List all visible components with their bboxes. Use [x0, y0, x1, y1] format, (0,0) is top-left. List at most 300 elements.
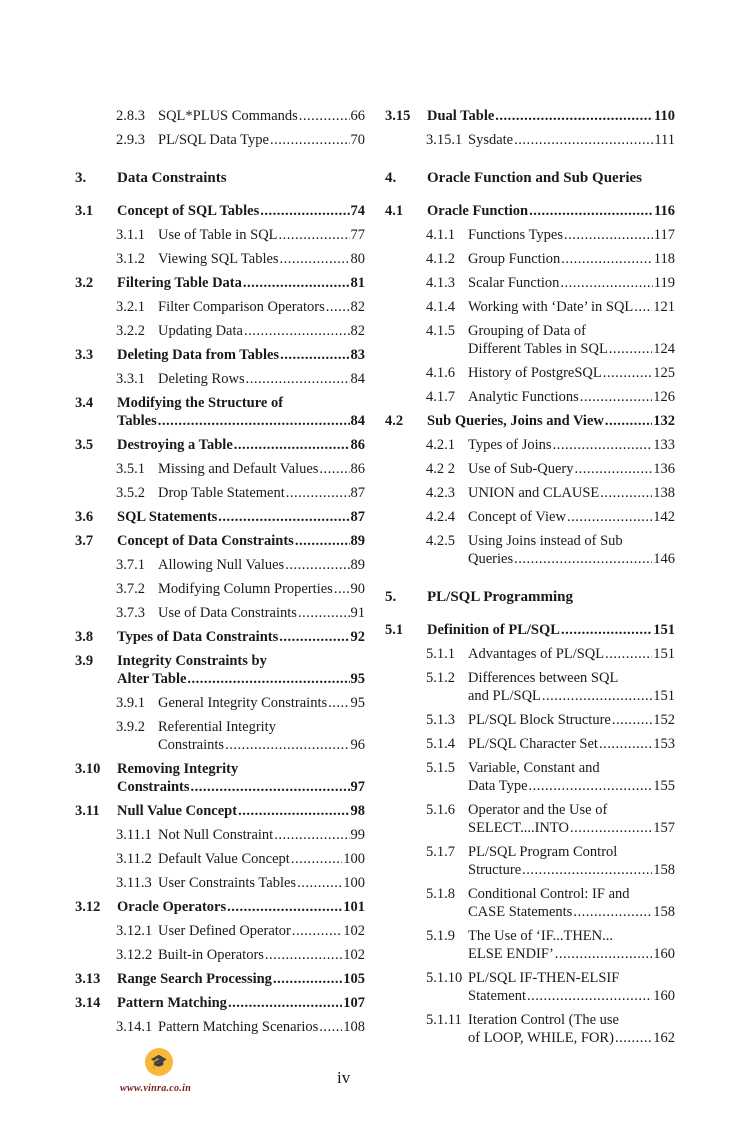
entry-title: Use of Table in SQL [158, 227, 278, 243]
toc-section-entry[interactable] [385, 409, 675, 433]
entry-number: 4.2.4 [426, 509, 455, 525]
toc-subsection-entry[interactable] [385, 966, 675, 1008]
entry-title: PL/SQL Block Structure [468, 712, 611, 728]
toc-subsection-entry[interactable] [75, 553, 365, 577]
toc-section-entry[interactable] [75, 199, 365, 223]
entry-number: 4.1.4 [426, 299, 455, 315]
page-ref: 87 [350, 485, 365, 501]
dot-leader [260, 202, 349, 220]
page-ref: 124 [653, 341, 675, 357]
page-ref: 82 [350, 299, 365, 315]
entry-title: User Defined Operator [158, 923, 291, 939]
dot-leader [244, 322, 350, 340]
toc-subsection-entry[interactable] [75, 457, 365, 481]
dot-leader [326, 298, 350, 316]
entry-title: Filter Comparison Operators [158, 299, 325, 315]
entry-title: and PL/SQL [468, 688, 541, 704]
toc-subsection-entry[interactable] [385, 666, 675, 708]
entry-title: PL/SQL Data Type [158, 132, 269, 148]
page-ref: 118 [653, 251, 675, 267]
entry-number: 3.7.2 [116, 581, 145, 597]
page-ref: 81 [350, 275, 365, 291]
toc-section-entry[interactable] [75, 343, 365, 367]
entry-number: 2.9.3 [116, 132, 145, 148]
entry-title: Viewing SQL Tables [158, 251, 279, 267]
toc-subsection-entry[interactable] [385, 840, 675, 882]
entry-title: Deleting Rows [158, 371, 245, 387]
dot-leader [225, 736, 349, 754]
entry-title: Filtering Table Data [117, 275, 242, 291]
entry-title: PL/SQL Character Set [468, 736, 598, 752]
dot-leader [567, 508, 652, 526]
dot-leader [527, 987, 652, 1005]
dot-leader [286, 484, 350, 502]
dot-leader [218, 508, 349, 526]
entry-number: 5.1 [385, 622, 404, 638]
page-ref: 151 [653, 622, 675, 638]
entry-title: Oracle Function [427, 203, 529, 219]
page-ref: 100 [343, 875, 365, 891]
entry-title: Working with ‘Date’ in SQL [468, 299, 634, 315]
entry-title: Sub Queries, Joins and View [427, 413, 604, 429]
entry-title: Queries [468, 551, 514, 567]
dot-leader [319, 1018, 342, 1036]
toc-section-entry[interactable] [385, 199, 675, 223]
dot-leader [605, 645, 652, 663]
page-ref: 158 [653, 904, 675, 920]
entry-title: Advantages of PL/SQL [468, 646, 605, 662]
entry-title-line: Conditional Control: IF and [468, 886, 630, 902]
dot-leader [560, 274, 652, 292]
toc-right-column [385, 104, 675, 1050]
entry-number: 4.1.2 [426, 251, 455, 267]
entry-title: Concept of SQL Tables [117, 203, 260, 219]
entry-title-line: Grouping of Data of [468, 323, 586, 339]
graduation-cap-logo-icon: 🎓 [145, 1048, 173, 1076]
entry-title: Range Search Processing [117, 971, 272, 987]
dot-leader [529, 777, 653, 795]
dot-leader [564, 226, 653, 244]
entry-number: 3.5.1 [116, 461, 145, 477]
page-ref: 136 [653, 461, 675, 477]
entry-title: User Constraints Tables [158, 875, 297, 891]
toc-subsection-entry[interactable] [385, 271, 675, 295]
dot-leader [319, 460, 349, 478]
entry-title: Oracle Function and Sub Queries [427, 170, 643, 186]
entry-number: 4.2.1 [426, 437, 455, 453]
entry-number: 3. [75, 170, 87, 186]
entry-title: Oracle Operators [117, 899, 227, 915]
entry-title: Drop Table Statement [158, 485, 285, 501]
toc-subsection-entry[interactable] [75, 319, 365, 343]
entry-title: UNION and CLAUSE [468, 485, 600, 501]
toc-subsection-entry[interactable] [385, 319, 675, 361]
dot-leader [158, 412, 350, 430]
toc-subsection-entry[interactable] [385, 481, 675, 505]
entry-title: Definition of PL/SQL [427, 622, 560, 638]
page-ref: 160 [653, 988, 675, 1004]
entry-number: 3.7.1 [116, 557, 145, 573]
entry-number: 3.5.2 [116, 485, 145, 501]
entry-title: Types of Joins [468, 437, 552, 453]
entry-title: Scalar Function [468, 275, 560, 291]
page-ref: 66 [350, 108, 365, 124]
entry-number: 5.1.4 [426, 736, 455, 752]
toc-section-entry[interactable] [75, 505, 365, 529]
page-ref: 121 [653, 299, 675, 315]
entry-title: Different Tables in SQL [468, 341, 608, 357]
page-ref: 87 [350, 509, 365, 525]
entry-title: Constraints [117, 779, 190, 795]
toc-subsection-entry[interactable] [385, 882, 675, 924]
entry-number: 4.1 [385, 203, 404, 219]
page-ref: 151 [653, 646, 675, 662]
entry-number: 3.15.1 [426, 132, 463, 148]
entry-number: 3.1.2 [116, 251, 145, 267]
page-ref: 155 [653, 778, 675, 794]
entry-title-line: PL/SQL IF-THEN-ELSIF [468, 970, 620, 986]
toc-subsection-entry[interactable] [75, 1015, 365, 1039]
toc-section-entry[interactable] [75, 991, 365, 1015]
entry-title: Allowing Null Values [158, 557, 285, 573]
dot-leader [295, 532, 350, 550]
page-ref: 105 [343, 971, 365, 987]
toc-subsection-entry[interactable] [75, 919, 365, 943]
toc-subsection-entry[interactable] [75, 367, 365, 391]
toc-subsection-entry[interactable] [385, 505, 675, 529]
dot-leader [265, 946, 342, 964]
dot-leader [280, 346, 349, 364]
entry-number: 3.4 [75, 395, 94, 411]
page-ref: 100 [343, 851, 365, 867]
dot-leader [609, 340, 652, 358]
toc-subsection-entry[interactable] [75, 577, 365, 601]
entry-number: 5.1.11 [426, 1012, 462, 1028]
dot-leader [603, 364, 653, 382]
toc-subsection-entry[interactable] [385, 457, 675, 481]
entry-number: 4.1.1 [426, 227, 455, 243]
toc-section-entry[interactable] [75, 799, 365, 823]
entry-number: 4. [385, 170, 397, 186]
page-ref: 91 [350, 605, 365, 621]
toc-subsection-entry[interactable] [75, 601, 365, 625]
entry-title-line: Differences between SQL [468, 670, 619, 686]
toc-section-entry[interactable] [75, 895, 365, 919]
entry-number: 3.10 [75, 761, 101, 777]
toc-subsection-entry[interactable] [385, 798, 675, 840]
dot-leader [280, 250, 350, 268]
toc-section-entry[interactable] [385, 618, 675, 642]
dot-leader [227, 898, 342, 916]
dot-leader [285, 556, 349, 574]
chapter-heading[interactable] [385, 585, 675, 609]
page-ref: 157 [653, 820, 675, 836]
dot-leader [570, 819, 652, 837]
entry-title: PL/SQL Programming [427, 589, 573, 605]
dot-leader [553, 436, 653, 454]
toc-subsection-entry[interactable] [75, 847, 365, 871]
toc-subsection-entry[interactable] [75, 128, 365, 152]
page-ref: 89 [350, 533, 365, 549]
entry-title-line: Modifying the Structure of [117, 395, 284, 411]
page-ref: 95 [350, 695, 365, 711]
toc-section-entry[interactable] [75, 967, 365, 991]
toc-section-entry[interactable] [75, 529, 365, 553]
page-ref: 99 [350, 827, 365, 843]
entry-number: 3.9.2 [116, 719, 145, 735]
entry-title: Types of Data Constraints [117, 629, 279, 645]
page-ref: 102 [343, 947, 365, 963]
entry-number: 3.3.1 [116, 371, 145, 387]
toc-subsection-entry[interactable] [75, 247, 365, 271]
toc-subsection-entry[interactable] [385, 924, 675, 966]
entry-title: Concept of Data Constraints [117, 533, 294, 549]
toc-subsection-entry[interactable] [75, 104, 365, 128]
page-ref: 146 [653, 551, 675, 567]
chapter-heading[interactable] [385, 166, 675, 190]
toc-section-entry[interactable] [75, 757, 365, 799]
entry-title: SQL Statements [117, 509, 218, 525]
entry-number: 3.12.2 [116, 947, 153, 963]
dot-leader [328, 694, 349, 712]
toc-section-entry[interactable] [385, 104, 675, 128]
dot-leader [542, 687, 652, 705]
page-ref: 108 [343, 1019, 365, 1035]
page-ref: 92 [350, 629, 365, 645]
entry-title: SQL*PLUS Commands [158, 108, 298, 124]
dot-leader [522, 861, 652, 879]
toc-section-entry[interactable] [75, 391, 365, 433]
entry-number: 4.1.6 [426, 365, 455, 381]
entry-title: Use of Sub-Query [468, 461, 574, 477]
toc-subsection-entry[interactable] [385, 433, 675, 457]
entry-number: 3.3 [75, 347, 94, 363]
entry-title: Structure [468, 862, 522, 878]
page-ref: 132 [653, 413, 675, 429]
toc-section-entry[interactable] [75, 433, 365, 457]
entry-title: Pattern Matching Scenarios [158, 1019, 319, 1035]
dot-leader [279, 628, 349, 646]
page-ref: 80 [350, 251, 365, 267]
entry-number: 4.2.3 [426, 485, 455, 501]
toc-subsection-entry[interactable] [385, 223, 675, 247]
entry-title-line: Operator and the Use of [468, 802, 608, 818]
entry-title-line: Integrity Constraints by [117, 653, 267, 669]
toc-subsection-entry[interactable] [385, 756, 675, 798]
entry-number: 3.11.2 [116, 851, 152, 867]
entry-title: Missing and Default Values [158, 461, 319, 477]
entry-title: Data Constraints [117, 170, 227, 186]
entry-number: 5.1.5 [426, 760, 455, 776]
page-number: iv [337, 1068, 351, 1087]
dot-leader [299, 107, 350, 125]
dot-leader [234, 436, 350, 454]
entry-title-line: Referential Integrity [158, 719, 276, 735]
entry-number: 5.1.7 [426, 844, 455, 860]
entry-number: 3.1 [75, 203, 94, 219]
dot-leader [291, 850, 342, 868]
entry-number: 3.6 [75, 509, 94, 525]
entry-title: Destroying a Table [117, 437, 233, 453]
entry-title: CASE Statements [468, 904, 573, 920]
entry-number: 3.2.2 [116, 323, 145, 339]
dot-leader [573, 903, 652, 921]
toc-subsection-entry[interactable] [75, 223, 365, 247]
entry-title: Functions Types [468, 227, 563, 243]
dot-leader [334, 580, 350, 598]
page-ref: 74 [350, 203, 365, 219]
entry-title: Sysdate [468, 132, 514, 148]
entry-title: Tables [117, 413, 157, 429]
entry-title: Default Value Concept [158, 851, 290, 867]
toc-subsection-entry[interactable] [385, 247, 675, 271]
page-ref: 133 [653, 437, 675, 453]
entry-number: 3.12 [75, 899, 101, 915]
entry-number: 5. [385, 589, 397, 605]
page-ref: 126 [653, 389, 675, 405]
entry-title: Constraints [158, 737, 225, 753]
entry-number: 3.14.1 [116, 1019, 153, 1035]
toc-subsection-entry[interactable] [385, 642, 675, 666]
entry-number: 3.9 [75, 653, 94, 669]
entry-title: Built-in Operators [158, 947, 264, 963]
entry-title: SELECT....INTO [468, 820, 569, 836]
page-ref: 97 [350, 779, 365, 795]
entry-number: 5.1.8 [426, 886, 455, 902]
page-ref: 102 [343, 923, 365, 939]
dot-leader [514, 550, 652, 568]
entry-title: Concept of View [468, 509, 566, 525]
entry-title: Use of Data Constraints [158, 605, 297, 621]
toc-section-entry[interactable] [75, 625, 365, 649]
toc-left-column [75, 104, 365, 1039]
page-ref: 119 [653, 275, 675, 291]
page-ref: 107 [343, 995, 365, 1011]
toc-subsection-entry[interactable] [385, 361, 675, 385]
dot-leader [600, 484, 652, 502]
dot-leader [615, 1029, 652, 1047]
dot-leader [612, 711, 652, 729]
entry-title-line: Iteration Control (The use [468, 1012, 619, 1028]
page-ref: 86 [350, 437, 365, 453]
dot-leader [191, 778, 350, 796]
entry-title-line: Using Joins instead of Sub [468, 533, 623, 549]
page-ref: 95 [350, 671, 365, 687]
toc-subsection-entry[interactable] [75, 943, 365, 967]
page-ref: 101 [343, 899, 365, 915]
page-ref: 125 [653, 365, 675, 381]
chapter-heading[interactable] [75, 166, 365, 190]
entry-title: of LOOP, WHILE, FOR) [468, 1030, 614, 1046]
entry-title-line: Variable, Constant and [468, 760, 600, 776]
dot-leader [575, 460, 653, 478]
toc-subsection-entry[interactable] [75, 481, 365, 505]
entry-title: General Integrity Constraints [158, 695, 328, 711]
dot-leader [274, 826, 349, 844]
dot-leader [246, 370, 350, 388]
toc-section-entry[interactable] [75, 649, 365, 691]
toc-subsection-entry[interactable] [385, 1008, 675, 1050]
page-ref: 153 [653, 736, 675, 752]
entry-title-line: Removing Integrity [117, 761, 239, 777]
page-ref: 138 [653, 485, 675, 501]
entry-number: 3.1.1 [116, 227, 145, 243]
toc-subsection-entry[interactable] [75, 691, 365, 715]
entry-number: 4.1.3 [426, 275, 455, 291]
entry-number: 3.14 [75, 995, 101, 1011]
dot-leader [599, 735, 652, 753]
dot-leader [605, 412, 652, 430]
toc-subsection-entry[interactable] [385, 529, 675, 571]
entry-title: Modifying Column Properties [158, 581, 333, 597]
dot-leader [298, 604, 350, 622]
entry-number: 5.1.1 [426, 646, 455, 662]
dot-leader [292, 922, 342, 940]
toc-subsection-entry[interactable] [385, 128, 675, 152]
dot-leader [228, 994, 342, 1012]
entry-number: 2.8.3 [116, 108, 145, 124]
toc-subsection-entry[interactable] [75, 823, 365, 847]
entry-number: 3.15 [385, 108, 411, 124]
entry-number: 5.1.3 [426, 712, 455, 728]
entry-number: 4.2.5 [426, 533, 455, 549]
entry-title: Deleting Data from Tables [117, 347, 280, 363]
entry-title: Pattern Matching [117, 995, 227, 1011]
entry-title: Alter Table [117, 671, 187, 687]
entry-number: 3.11.3 [116, 875, 152, 891]
entry-number: 3.11 [75, 803, 100, 819]
page-ref: 84 [350, 413, 365, 429]
toc-subsection-entry[interactable] [385, 708, 675, 732]
toc-subsection-entry[interactable] [385, 732, 675, 756]
website-url: www.vinra.co.in [120, 1083, 192, 1094]
dot-leader [273, 970, 342, 988]
toc-subsection-entry[interactable] [75, 295, 365, 319]
page-ref: 111 [654, 132, 675, 148]
entry-title: Data Type [468, 778, 528, 794]
entry-number: 3.2.1 [116, 299, 145, 315]
entry-number: 3.9.1 [116, 695, 145, 711]
dot-leader [634, 298, 652, 316]
toc-subsection-entry[interactable] [75, 871, 365, 895]
entry-number: 3.2 [75, 275, 94, 291]
dot-leader [561, 250, 653, 268]
page-ref: 160 [653, 946, 675, 962]
page-ref: 158 [653, 862, 675, 878]
page-ref: 86 [350, 461, 365, 477]
entry-title-line: The Use of ‘IF...THEN... [468, 928, 614, 944]
page-ref: 142 [653, 509, 675, 525]
toc-subsection-entry[interactable] [385, 385, 675, 409]
toc-subsection-entry[interactable] [385, 295, 675, 319]
entry-number: 5.1.9 [426, 928, 455, 944]
entry-number: 5.1.6 [426, 802, 455, 818]
entry-title: Updating Data [158, 323, 243, 339]
entry-title: Analytic Functions [468, 389, 579, 405]
dot-leader [187, 670, 349, 688]
entry-number: 3.13 [75, 971, 101, 987]
entry-number: 3.8 [75, 629, 94, 645]
entry-number: 3.7 [75, 533, 94, 549]
entry-number: 3.5 [75, 437, 94, 453]
entry-number: 3.12.1 [116, 923, 153, 939]
dot-leader [514, 131, 653, 149]
page-ref: 117 [653, 227, 675, 243]
page-ref: 84 [350, 371, 365, 387]
toc-section-entry[interactable] [75, 271, 365, 295]
entry-number: 5.1.2 [426, 670, 455, 686]
toc-subsection-entry[interactable] [75, 715, 365, 757]
